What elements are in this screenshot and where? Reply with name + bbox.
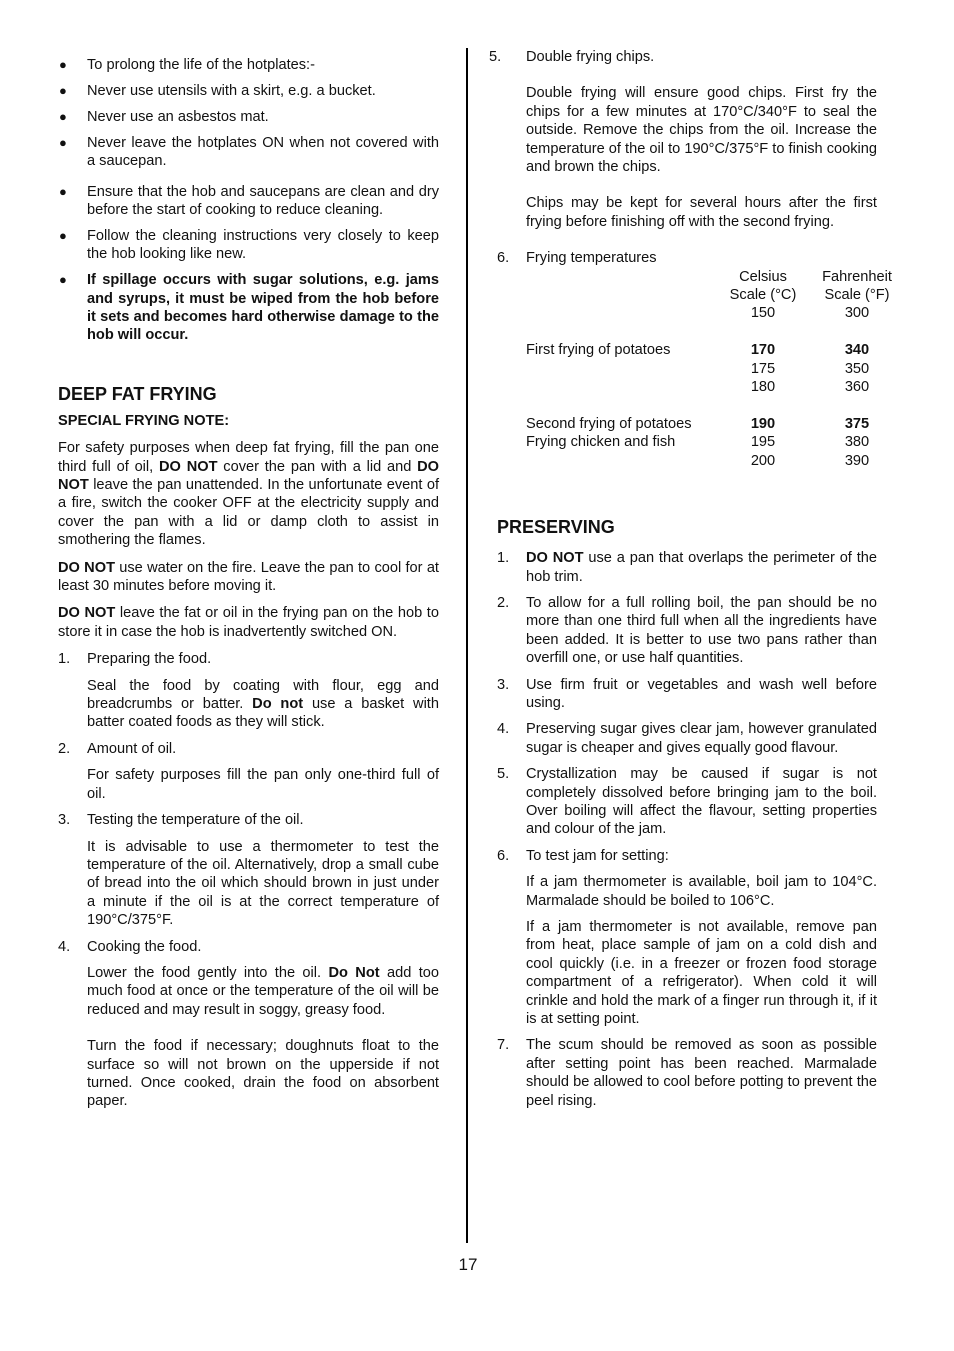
list-item-text: Never leave the hotplates ON when not covered with a saucepan. — [87, 134, 439, 170]
bullet-icon: ● — [59, 82, 67, 98]
table-row: Frying chicken and fish 195 380 — [526, 434, 870, 451]
celsius-header: Celsius Scale (°C) — [729, 268, 797, 304]
list-item-text: Never use utensils with a skirt, e.g. a bucket. — [87, 82, 376, 99]
item-text: Preserving sugar gives clear jam, however granulated sugar is cheaper and gives equally good flavour. — [526, 721, 877, 756]
bullet-icon: ● — [59, 57, 67, 72]
storage-warning-paragraph: DO NOT leave the fat or oil in the frying pan on the hob to store it in case the hob is inadvertently switched ON. — [58, 605, 439, 640]
bullet-icon: ● — [59, 272, 67, 288]
item-number: 5. — [497, 766, 510, 783]
step-text: Double frying will ensure good chips. First fry the chips for a few minutes at 170°C/340°F to seal the outside. Remove the chips from the oil. Increase the temperature of the oil to 190°C/375°F to finish cooking and brown the chips. — [526, 85, 877, 176]
item-text: Crystallization may be caused if sugar is not completely dissolved before bringing jam to the boil. Over boiling will affect the flavour, setting properties and colour of the jam. — [526, 766, 877, 838]
table-row: Second frying of potatoes 190 375 — [526, 415, 870, 432]
left-column — [58, 56, 439, 1111]
list-item — [58, 183, 439, 220]
item-number: 1. — [497, 550, 510, 567]
hotplate-tips-list — [58, 56, 439, 345]
item-number: 6. — [497, 847, 510, 864]
bullet-icon: ● — [59, 134, 67, 150]
item-text: To test jam for setting: — [526, 847, 669, 864]
list-item-text: If spillage occurs with sugar solutions, e.g. jams and syrups, it must be wiped from the hob before it sets and becomes hard otherwise damage to the hob will occur. — [87, 272, 439, 344]
list-item — [58, 811, 439, 929]
frying-steps-continued — [489, 48, 877, 231]
right-column — [489, 48, 892, 1110]
step-title: Testing the temperature of the oil. — [87, 812, 304, 829]
step-text: Lower the food gently into the oil. Do Not add too much food at once or the temperature of the oil will be reduced and may result in soggy, greasy food. — [87, 964, 439, 1018]
step-number: 2. — [58, 740, 71, 757]
list-item — [58, 82, 439, 100]
table-row: 175 350 — [750, 360, 870, 377]
list-item — [489, 720, 877, 757]
bullet-icon: ● — [59, 108, 67, 124]
table-spacer — [526, 323, 914, 341]
bullet-icon: ● — [59, 227, 67, 243]
list-item-text: Follow the cleaning instructions very closely to keep the hob looking like new. — [87, 227, 439, 263]
list-item — [58, 650, 439, 732]
list-item — [58, 134, 439, 171]
item-text: The scum should be removed as soon as possible after setting point has been reached. Marmalade should be allowed to cool before potting to prevent the peel rising. — [526, 1037, 877, 1109]
list-item — [58, 271, 439, 345]
list-item — [489, 847, 877, 1029]
column-divider — [466, 48, 468, 1243]
list-item — [58, 108, 439, 126]
fahrenheit-header: Fahrenheit Scale (°F) — [822, 268, 892, 304]
step-title: Frying temperatures — [526, 250, 657, 267]
list-item — [58, 227, 439, 264]
item-number: 3. — [497, 676, 510, 693]
list-item — [489, 765, 877, 839]
special-frying-note-heading: SPECIAL FRYING NOTE: — [58, 412, 230, 429]
step-text: Chips may be kept for several hours after the first frying before finishing off with the second frying. — [526, 195, 877, 230]
list-item — [489, 549, 877, 586]
step-text: Seal the food by coating with flour, egg and breadcrumbs or batter. Do not use a basket with batter coated foods as they will stick. — [87, 677, 439, 731]
list-item-text: To prolong the life of the hotplates:- — [87, 57, 315, 73]
preserving-list — [489, 549, 877, 1110]
step-number: 1. — [58, 651, 71, 668]
frying-steps-list — [58, 650, 439, 1111]
step-title: Amount of oil. — [87, 740, 177, 757]
item-subtext: If a jam thermometer is available, boil jam to 104°C. Marmalade should be boiled to 106°C. — [526, 874, 877, 909]
step-number: 5. — [489, 49, 502, 65]
table-row: 150 300 — [750, 305, 870, 322]
water-warning-paragraph: DO NOT use water on the fire. Leave the pan to cool for at least 30 minutes before moving it. — [58, 559, 439, 595]
step-number: 4. — [58, 938, 71, 955]
item-number: 4. — [497, 721, 510, 738]
item-text: To allow for a full rolling boil, the pan should be no more than one third full when all the ingredients have been added. It is better to use two pans rather than overfill one, or use half quantities. — [526, 594, 877, 667]
step-title: Cooking the food. — [87, 938, 202, 955]
table-row: 200 390 — [750, 452, 870, 469]
list-item — [489, 1036, 877, 1110]
table-header-row — [526, 268, 914, 305]
frying-temperatures-step — [489, 249, 877, 267]
step-text: It is advisable to use a thermometer to test the temperature of the oil. Alternatively, drop a small cube of bread into the oil which should brown in just under a minute if the oil is at the correct temperature of 190°C/375°F. — [87, 838, 439, 929]
item-text: DO NOT use a pan that overlaps the perimeter of the hob trim. — [526, 550, 877, 585]
step-text: For safety purposes fill the pan only one-third full of oil. — [87, 767, 439, 802]
step-title: Preparing the food. — [87, 651, 212, 668]
safety-paragraph: For safety purposes when deep fat frying, fill the pan one third full of oil, DO NOT cover the pan with a lid and DO NOT leave the pan unattended. In the unfortunate event of a fire, switch the cooker OFF at the electricity supply and cover the pan with a lid or damp cloth to assist in smothering the flames. — [58, 440, 439, 549]
list-item-text: Ensure that the hob and saucepans are clean and dry before the start of cooking to reduce cleaning. — [87, 183, 439, 218]
list-item — [489, 676, 877, 713]
list-item — [489, 249, 877, 267]
step-number: 3. — [58, 812, 71, 829]
section-heading-preserving: PRESERVING — [497, 517, 615, 538]
table-row: 180 360 — [750, 379, 870, 396]
step-title: Double frying chips. — [526, 49, 655, 65]
list-item — [489, 594, 877, 668]
step-number: 6. — [497, 250, 510, 267]
table-row: First frying of potatoes 170 340 — [526, 342, 870, 359]
section-heading-deep-fat-frying: DEEP FAT FRYING — [58, 383, 217, 404]
table-spacer — [526, 396, 914, 414]
step-text: Turn the food if necessary; doughnuts float to the surface so will not brown on the upperside if not turned. Once cooked, drain the food on absorbent paper. — [87, 1038, 439, 1110]
bullet-icon: ● — [59, 183, 67, 199]
list-item — [58, 740, 439, 803]
list-item — [489, 48, 877, 231]
item-text: Use firm fruit or vegetables and wash well before using. — [526, 676, 877, 711]
item-number: 2. — [497, 594, 510, 611]
page-number: 17 — [458, 1255, 478, 1274]
list-item — [58, 56, 439, 74]
list-item-text: Never use an asbestos mat. — [87, 108, 269, 125]
item-subtext: If a jam thermometer is not available, remove pan from heat, place sample of jam on a cold dish and cool quickly (i.e. in a freezer or frozen food storage compartment of a refrigerator). When cold it will crinkle and hold the mark of a finger run through it, if it is at setting point. — [526, 919, 877, 1028]
list-item — [58, 938, 439, 1111]
frying-temperatures-table — [526, 268, 914, 470]
item-number: 7. — [497, 1037, 510, 1054]
